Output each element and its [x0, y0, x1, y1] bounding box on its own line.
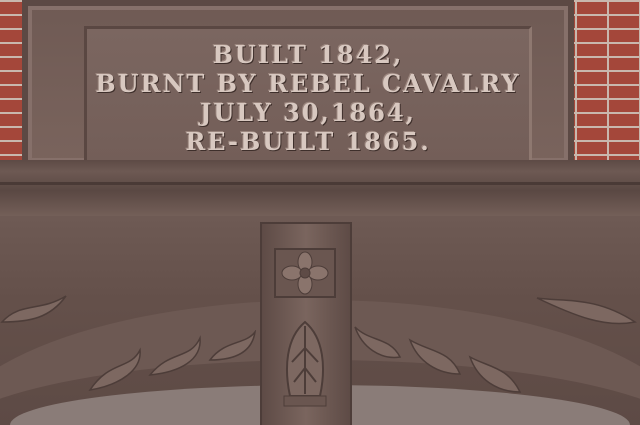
inscription-line-1: BUILT 1842, [212, 40, 404, 69]
leaf-garland-left [80, 330, 260, 400]
leaf-ornament-far-left [0, 292, 70, 332]
leaf-garland-right [350, 322, 530, 402]
cornice-molding [0, 182, 640, 185]
inscription [84, 40, 532, 156]
inscription-line-4: RE-BUILT 1865. [185, 127, 431, 156]
rosette-ornament [274, 248, 336, 298]
leaf-ornament-far-right [535, 292, 640, 337]
inscription-line-3: JULY 30,1864, [199, 98, 417, 127]
inscription-line-2: BURNT BY REBEL CAVALRY [95, 69, 521, 98]
acanthus-leaf-ornament [276, 318, 334, 408]
cornice [0, 160, 640, 216]
